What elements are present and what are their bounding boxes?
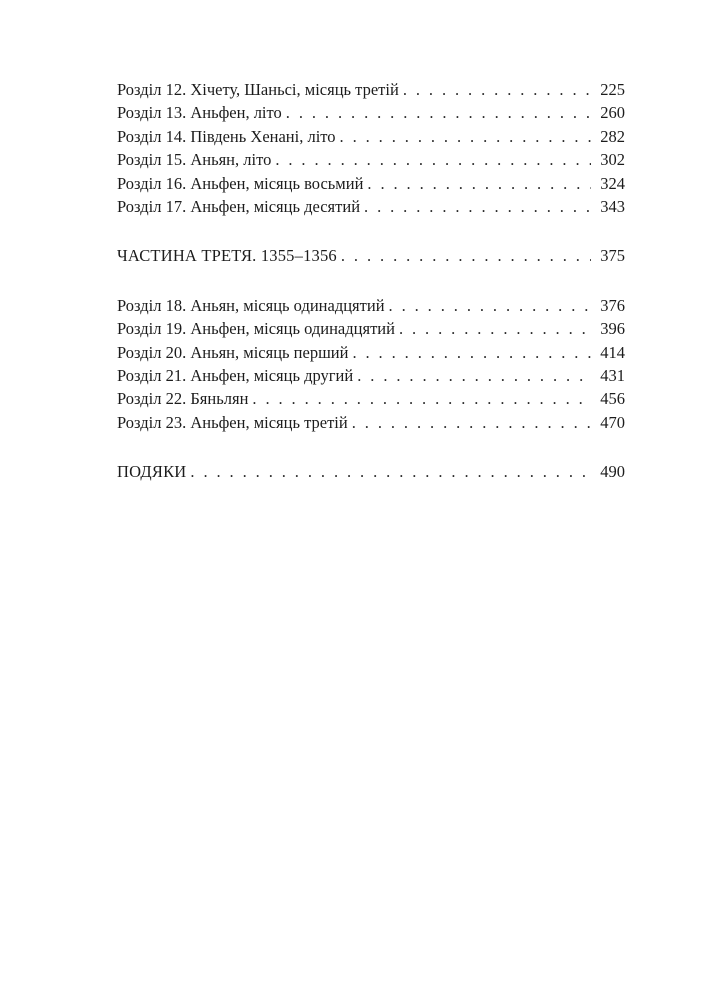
toc-entry-page: 282	[600, 126, 625, 146]
dot-leader	[367, 172, 591, 195]
toc-entry-title: Розділ 21. Аньфен, місяць другий	[117, 365, 354, 385]
toc-entry-title: Розділ 15. Аньян, літо	[117, 150, 272, 170]
dot-leader	[352, 341, 591, 364]
toc-entry-chapter-23	[117, 411, 625, 434]
toc-entry-chapter-17	[117, 195, 625, 218]
toc-entry-chapter-15	[117, 148, 625, 171]
toc-entry-title: Розділ 20. Аньян, місяць перший	[117, 342, 349, 362]
dot-leader	[275, 148, 591, 171]
dot-leader	[352, 411, 591, 434]
dot-leader	[389, 294, 591, 317]
toc-entry-part-three	[117, 244, 625, 267]
dot-leader	[286, 101, 591, 124]
toc-entry-page: 396	[600, 319, 625, 339]
toc-entry-page: 490	[600, 462, 625, 482]
toc-entry-chapter-16	[117, 172, 625, 195]
section-spacer	[117, 434, 625, 460]
dot-leader	[403, 78, 591, 101]
toc-entry-title: Розділ 16. Аньфен, місяць восьмий	[117, 173, 364, 193]
toc-entry-page: 470	[600, 412, 625, 432]
toc-entry-page: 456	[600, 389, 625, 409]
toc-entry-page: 324	[600, 173, 625, 193]
dot-leader	[190, 460, 591, 483]
section-spacer	[117, 268, 625, 294]
dot-leader	[357, 364, 591, 387]
dot-leader	[399, 317, 591, 340]
toc-entry-page: 302	[600, 150, 625, 170]
dot-leader	[341, 244, 591, 267]
toc-entry-title: Розділ 13. Аньфен, літо	[117, 103, 282, 123]
toc-entry-chapter-12	[117, 78, 625, 101]
toc-entry-acknowledgements	[117, 460, 625, 483]
toc-thanks-title: ПОДЯКИ	[117, 462, 187, 482]
toc-entry-title: Розділ 14. Південь Хенані, літо	[117, 126, 336, 146]
toc-entry-title: Розділ 22. Бяньлян	[117, 389, 249, 409]
section-spacer	[117, 218, 625, 244]
toc-entry-page: 431	[600, 365, 625, 385]
toc-entry-chapter-21	[117, 364, 625, 387]
toc-entry-page: 375	[600, 246, 625, 266]
toc-entry-chapter-20	[117, 341, 625, 364]
toc-part-title: ЧАСТИНА ТРЕТЯ. 1355–1356	[117, 246, 337, 266]
toc-entry-chapter-14	[117, 125, 625, 148]
toc-entry-page: 414	[600, 342, 625, 362]
toc-entry-title: Розділ 23. Аньфен, місяць третій	[117, 412, 348, 432]
dot-leader	[252, 387, 591, 410]
toc-entry-title: Розділ 12. Хічету, Шаньсі, місяць третій	[117, 80, 399, 99]
dot-leader	[340, 125, 591, 148]
toc-entry-chapter-13	[117, 101, 625, 124]
toc-entry-chapter-18	[117, 294, 625, 317]
toc-entry-chapter-19	[117, 317, 625, 340]
table-of-contents	[117, 78, 625, 483]
dot-leader	[364, 195, 591, 218]
toc-entry-title: Розділ 19. Аньфен, місяць одинадцятий	[117, 319, 395, 339]
toc-entry-title: Розділ 17. Аньфен, місяць десятий	[117, 196, 361, 216]
toc-entry-page: 343	[600, 196, 625, 216]
toc-entry-page: 225	[600, 80, 625, 99]
toc-entry-title: Розділ 18. Аньян, місяць одинадцятий	[117, 295, 385, 315]
toc-entry-page: 376	[600, 295, 625, 315]
toc-entry-page: 260	[600, 103, 625, 123]
toc-entry-chapter-22	[117, 387, 625, 410]
